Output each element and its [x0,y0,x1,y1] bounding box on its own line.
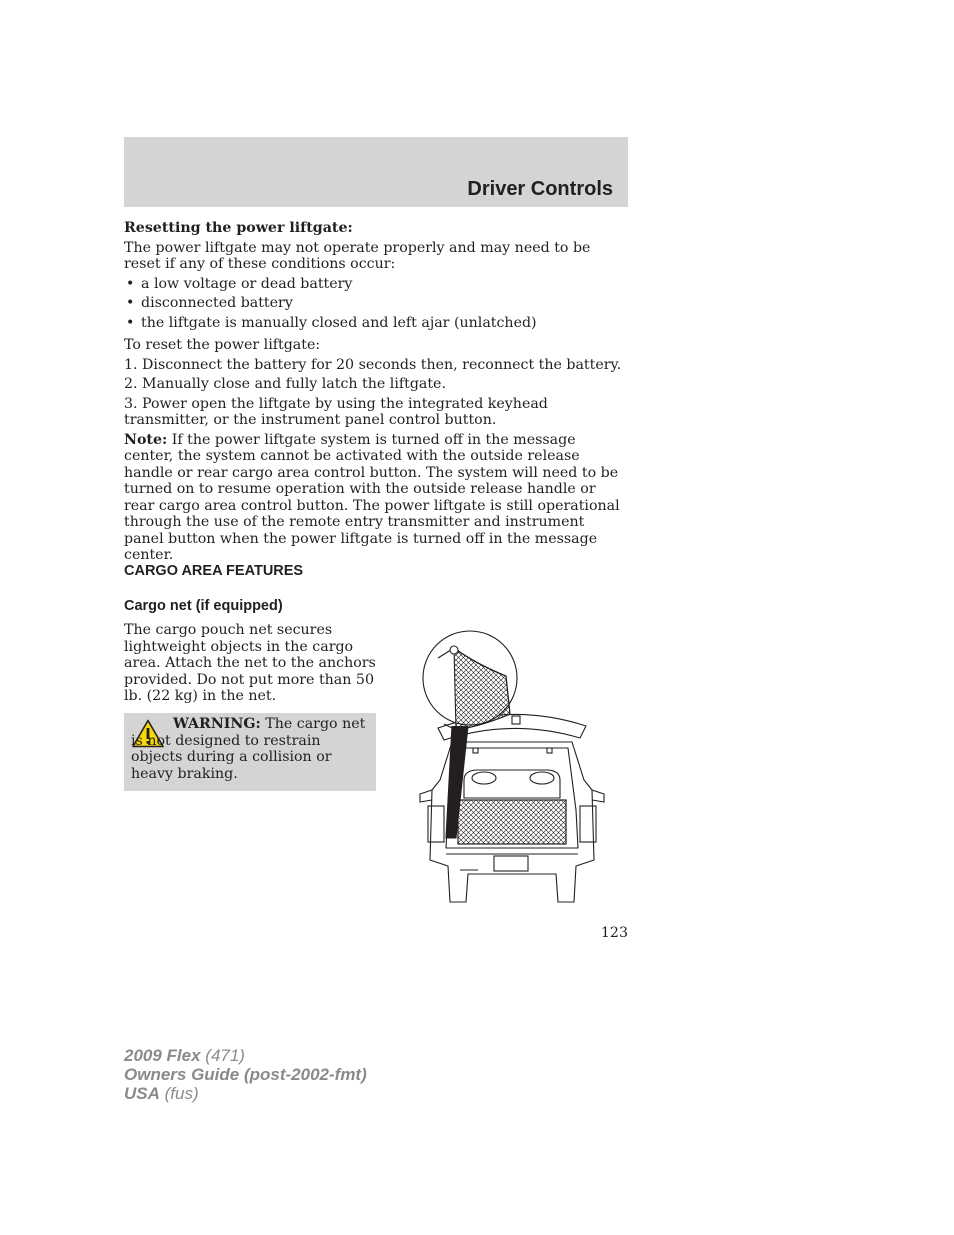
step-3: 3. Power open the liftgate by using the integrated keyhead transmitter, or the instrument panel control button. [124,395,548,428]
bullet-icon: • [126,295,135,311]
reset-section [124,220,628,567]
footer [124,1046,367,1103]
bullet-icon: • [126,314,135,331]
cargo-net-heading: Cargo net (if equipped) [124,598,283,614]
list-item: • disconnected battery [126,295,293,311]
page-number: 123 [600,925,628,941]
footer-line-3: USA (fus) [124,1084,199,1103]
warning-box [124,713,376,791]
step-1: 1. Disconnect the battery for 20 seconds then, reconnect the battery. [124,356,622,373]
cargo-net-illustration [416,630,608,908]
conditions-list [124,276,628,332]
cargo-net-paragraph: The cargo pouch net secures lightweight objects in the cargo area. Attach the net to the anchors provided. Do not put more than 50 lb. (22 kg) in the net. [124,622,376,704]
header-band [124,137,628,207]
list-item: • the liftgate is manually closed and left ajar (unlatched) [126,314,537,331]
list-item: • a low voltage or dead battery [126,275,353,292]
footer-line-1: 2009 Flex (471) [124,1046,245,1065]
note-text: If the power liftgate system is turned off in the message center, the system cannot be activated with the outside release handle or rear cargo area control button. The system will need to be turned on to resume operation with the outside release handle or rear cargo area control button. The power liftgate is still operational through the use of the remote entry transmitter and instrument panel button when the power liftgate is turned off in the message center. [124,431,620,563]
bullet-icon: • [126,275,135,292]
note-paragraph [124,432,628,564]
to-reset-text: To reset the power liftgate: [124,337,321,353]
reset-intro: The power liftgate may not operate properly and may need to be reset if any of these conditions occur: [124,239,591,272]
step-2: 2. Manually close and fully latch the liftgate. [124,376,446,392]
warning-text: WARNING: The cargo net is not designed to restrain objects during a collision or heavy braking. [131,716,366,782]
reset-heading: Resetting the power liftgate: [124,220,353,236]
warning-label: WARNING: [173,716,261,732]
cargo-section-heading: CARGO AREA FEATURES [124,563,304,579]
section-title: Driver Controls [467,178,613,200]
footer-line-2: Owners Guide (post-2002-fmt) [124,1065,367,1084]
note-label: Note: [124,431,168,448]
